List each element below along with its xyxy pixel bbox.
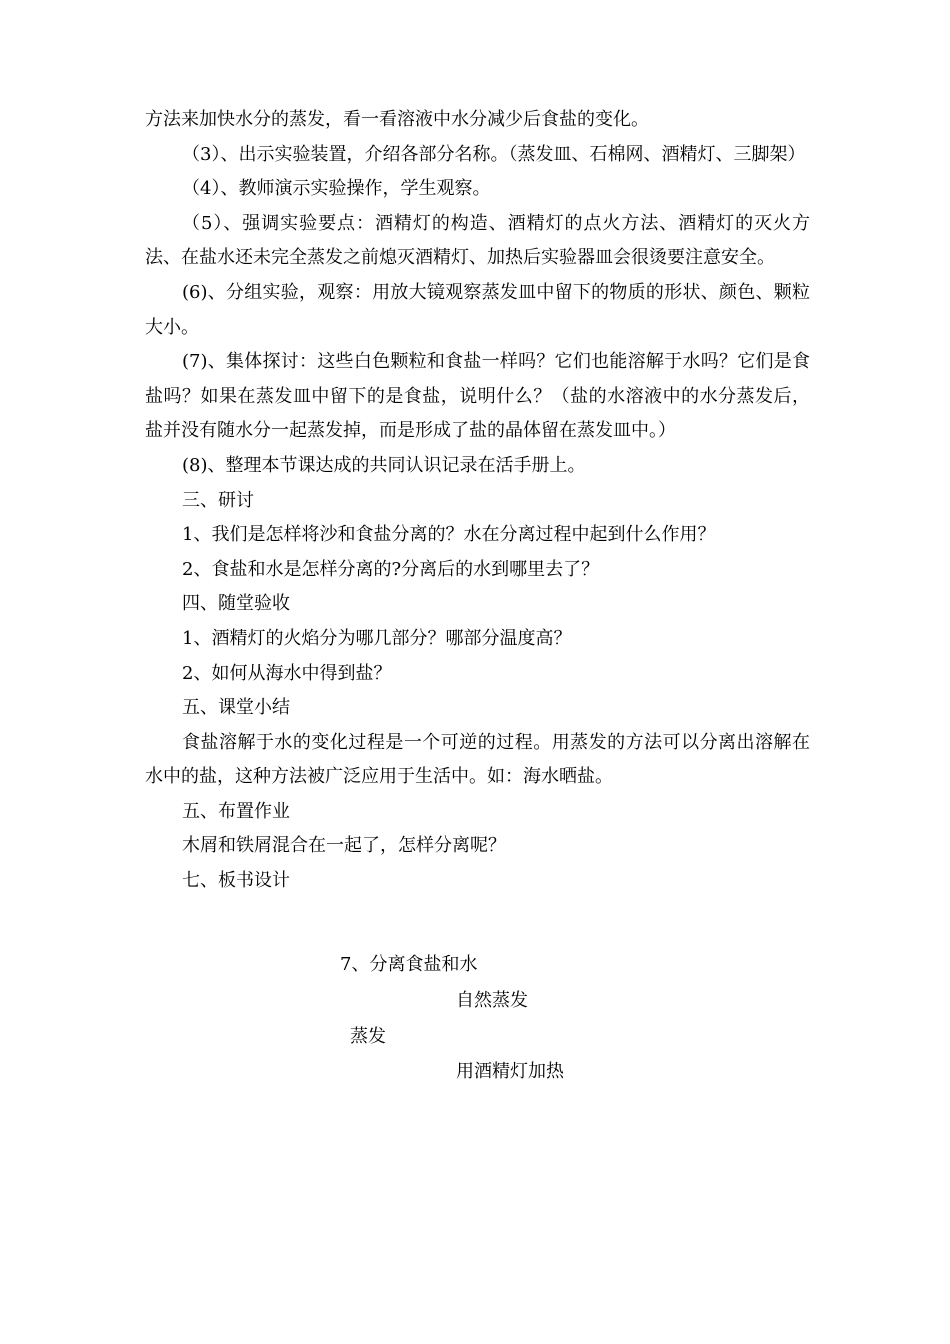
section-heading-homework: 五、布置作业 <box>182 800 290 822</box>
section-heading-summary: 五、课堂小结 <box>182 697 290 719</box>
section-heading-discussion: 三、研讨 <box>182 489 254 511</box>
homework-paragraph: 木屑和铁屑混合在一起了，怎样分离呢？ <box>182 835 506 857</box>
board-alcohol-lamp-heating: 用酒精灯加热 <box>456 1061 564 1082</box>
section-heading-quiz: 四、随堂验收 <box>182 593 290 615</box>
paragraph-step-5: （5）、强调实验要点：酒精灯的构造、酒精灯的点火方法、酒精灯的灭火方法、在盐水还未完全蒸发之前熄灭酒精灯、加热后实验器皿会很烫要注意安全。 <box>145 212 810 269</box>
paragraph-step-4: （4）、教师演示实验操作，学生观察。 <box>182 178 491 200</box>
quiz-question-1: 1、酒精灯的火焰分为哪几部分？哪部分温度高？ <box>182 627 572 649</box>
paragraph-step-7: (7)、集体探讨：这些白色颗粒和食盐一样吗？它们也能溶解于水吗？它们是食盐吗？如果在蒸发皿中留下的是食盐，说明什么？（盐的水溶液中的水分蒸发后，盐并没有随水分一起蒸发掉，而是形成了盐的晶体留在蒸发皿中。） <box>145 351 810 442</box>
paragraph-step-6: (6)、分组实验，观察：用放大镜观察蒸发皿中留下的物质的形状、颜色、颗粒大小。 <box>145 281 810 338</box>
paragraph-step-8: (8)、整理本节课达成的共同认识记录在活手册上。 <box>182 454 586 476</box>
board-natural-evaporation: 自然蒸发 <box>456 990 528 1011</box>
paragraph-step-3: （3）、出示实验装置，介绍各部分名称。（蒸发皿、石棉网、酒精灯、三脚架） <box>182 143 806 165</box>
paragraph-continuation: 方法来加快水分的蒸发，看一看溶液中水分减少后食盐的变化。 <box>145 109 649 130</box>
board-design <box>0 950 950 1090</box>
board-title: 7、分离食盐和水 <box>340 954 478 975</box>
document-body <box>145 103 810 899</box>
quiz-question-2: 2、如何从海水中得到盐？ <box>182 662 392 684</box>
section-heading-board-design: 七、板书设计 <box>182 870 290 892</box>
board-evaporation: 蒸发 <box>350 1026 386 1047</box>
discussion-question-1: 1、我们是怎样将沙和食盐分离的？水在分离过程中起到什么作用？ <box>182 524 716 546</box>
summary-paragraph: 食盐溶解于水的变化过程是一个可逆的过程。用蒸发的方法可以分离出溶解在水中的盐，这种方法被广泛应用于生活中。如：海水晒盐。 <box>145 731 810 788</box>
discussion-question-2: 2、食盐和水是怎样分离的?分离后的水到哪里去了？ <box>182 558 600 580</box>
